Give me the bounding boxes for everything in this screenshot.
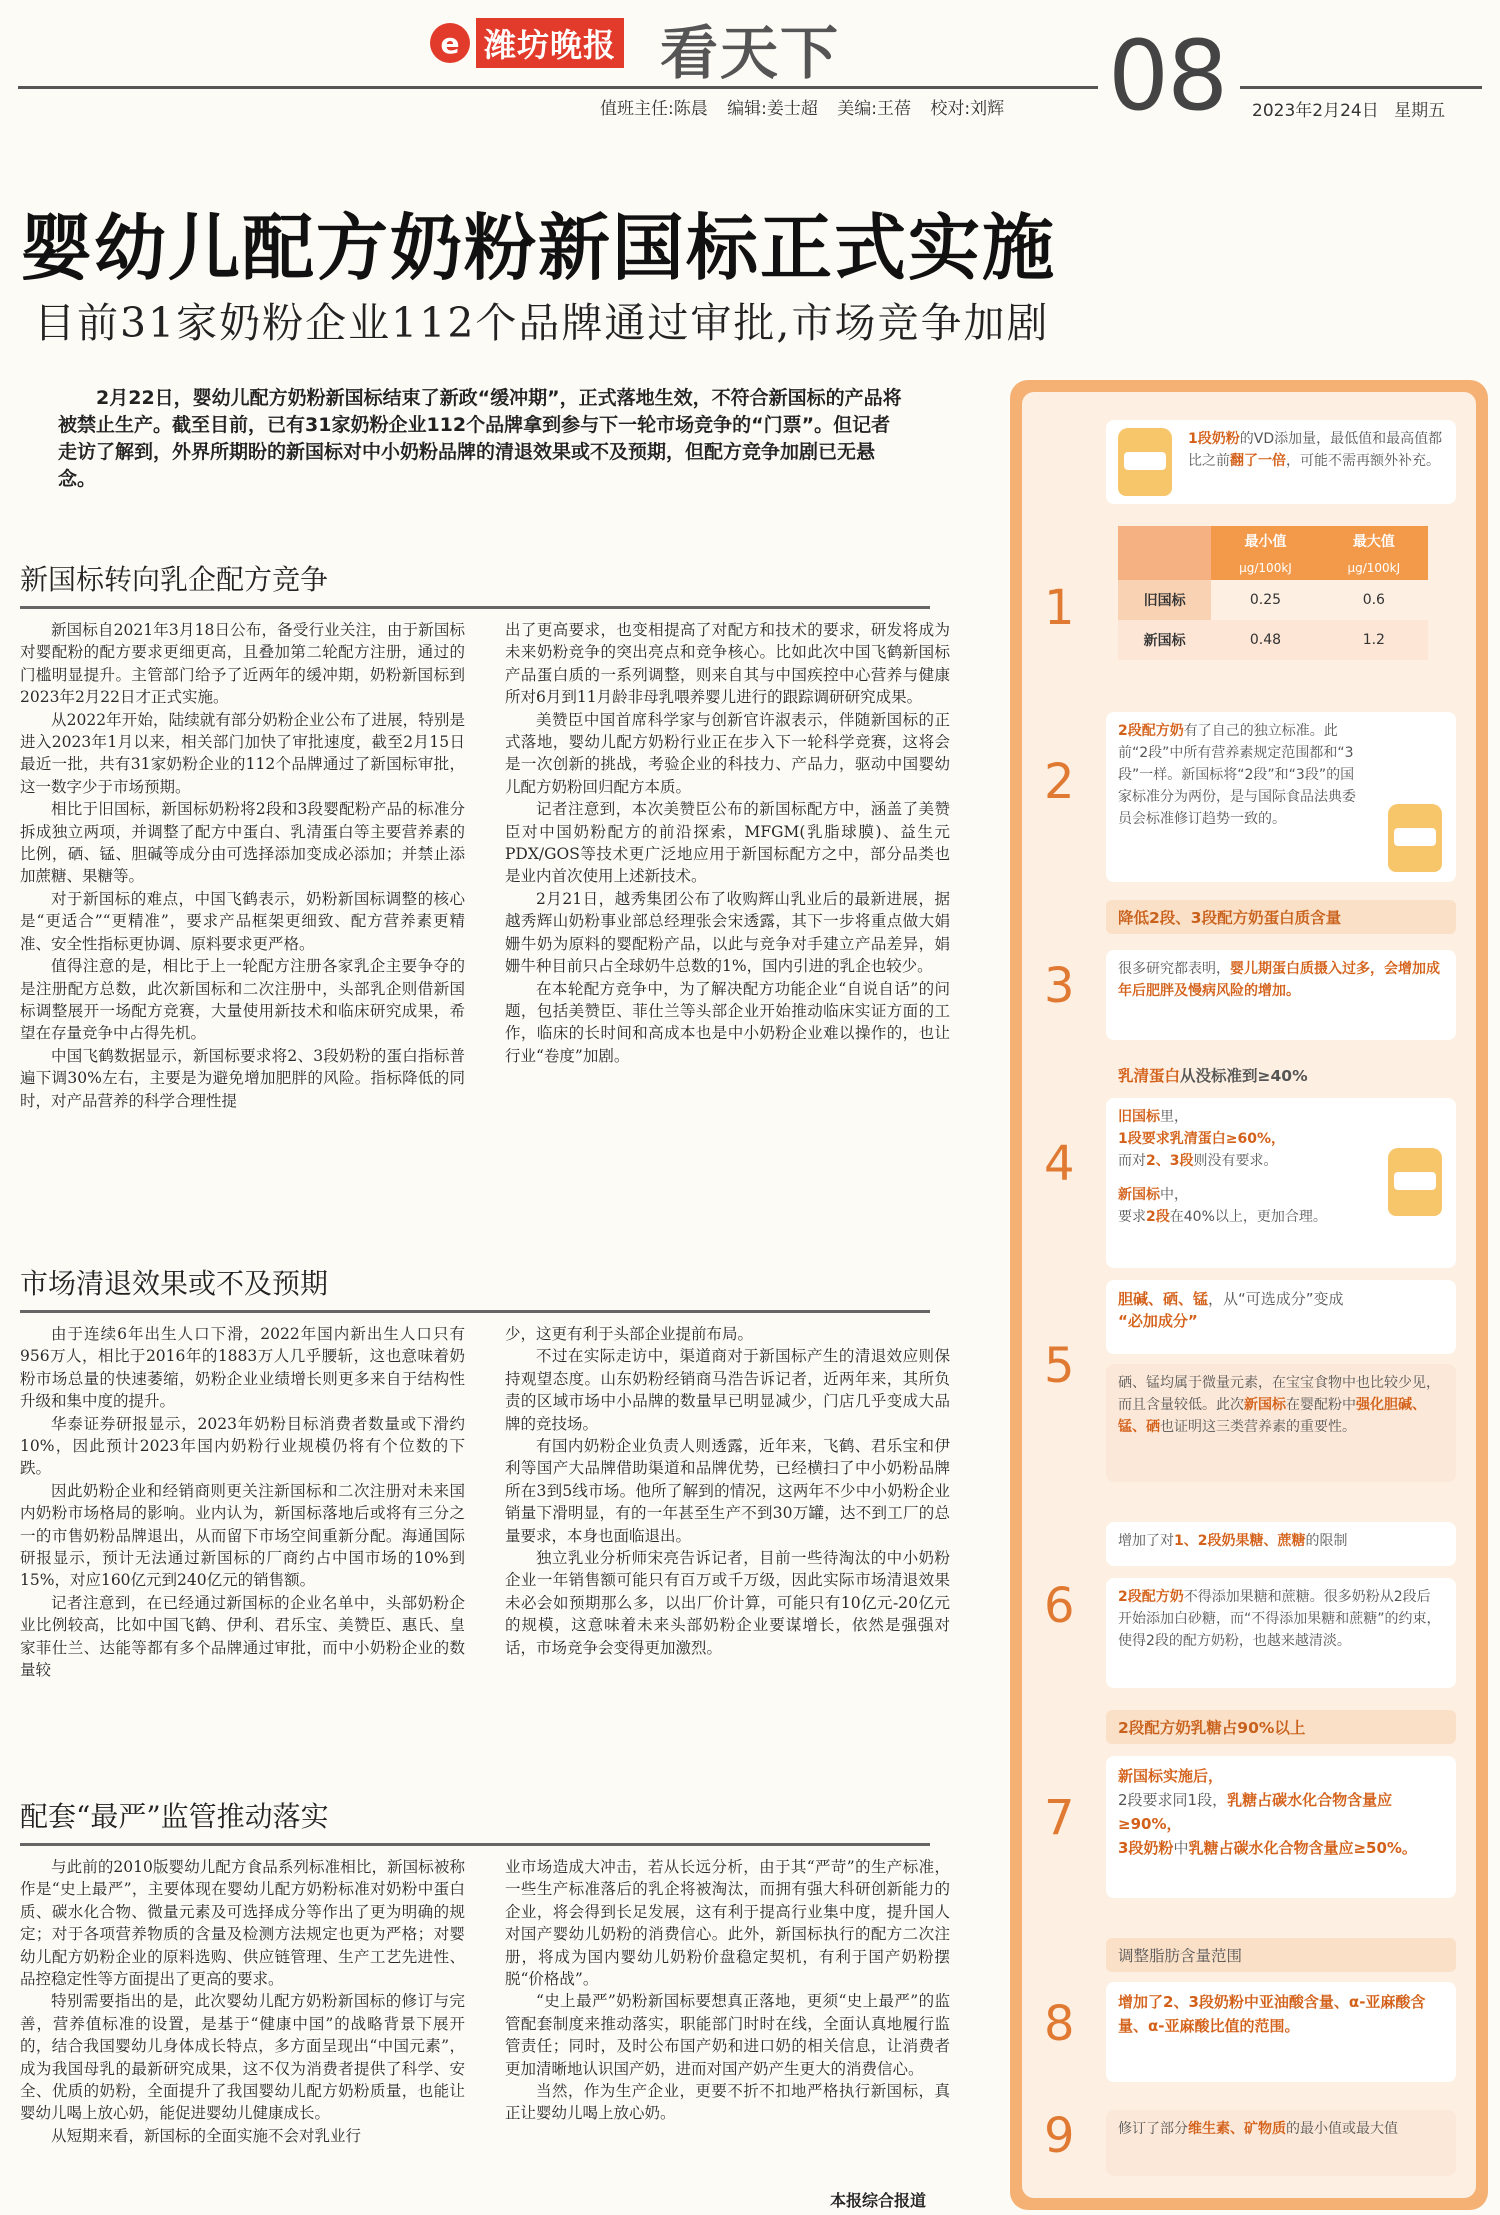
step-number: 7 [1044, 1790, 1075, 1846]
article-section-1 [20, 558, 950, 1112]
step-number: 3 [1044, 958, 1075, 1014]
highlight: 胆碱、硒、锰 [1118, 1290, 1209, 1308]
highlight: 翻了一倍 [1230, 453, 1286, 469]
section-rule [20, 606, 930, 609]
formula-can-icon [1388, 1148, 1442, 1216]
highlight: 要求乳清蛋白≥60%， [1141, 1131, 1285, 1147]
cell: 0.25 [1249, 592, 1282, 608]
paragraph: 业市场造成大冲击，若从长远分析，由于其“严苛”的生产标准，一些生产标准落后的乳企将被淘汰，而拥有强大科研创新能力的企业，将会得到长足发展，这有利于提高行业集中度，提升国人对国产婴幼儿奶粉的消费信心。此外，新国标执行的配方二次注册，将成为国内婴幼儿奶粉价盘稳定契机，有利于国产奶粉摆脱“价格战”。 [505, 1858, 950, 1989]
formula-can-icon [1388, 804, 1442, 872]
text-column-left [20, 619, 465, 1112]
row-label: 旧国标 [1118, 580, 1211, 620]
info-card [1106, 1578, 1456, 1688]
paragraph: 与此前的2010版婴幼儿配方食品系列标准相比，新国标被称作是“史上最严”，主要体现在婴幼儿配方奶粉标准对奶粉中蛋白质、碳水化合物、微量元素及可选择成分等作出了更为明确的规定；对于各项营养物质的含量及检测方法规定也更为严格；对婴幼儿配方奶粉企业的原料选购、供应链管理、生产工艺先进性、品控稳定性等方面提出了更高的要求。 [20, 1858, 465, 1989]
text: 增加了对 [1118, 1533, 1174, 1549]
paragraph: “史上最严”奶粉新国标要想真正落地，更须“史上最严”的监管配套制度来推动落实，职能部门时时在线，全面认真地履行监管责任；同时，及时公布国产奶和进口奶的相关信息，让消费者更加清晰地认识国产奶，进而对国产奶产生更大的消费信心。 [505, 1992, 950, 2078]
text: 不得添加果糖和蔗糖。很多奶粉从2段后开始添加白砂糖，而“不得添加果糖和蔗糖”的约束，使得2段的配方奶粉，也越来越清淡。 [1118, 1589, 1441, 1649]
section-title: 新国标转向乳企配方竞争 [20, 563, 329, 596]
step-number: 9 [1044, 2108, 1075, 2164]
info-pill: 降低2段、3段配方奶蛋白质含量 [1106, 900, 1456, 934]
highlight: 新国标 [1244, 1397, 1286, 1413]
highlight: 亚油酸含量、α-亚麻酸含量、α-亚麻酸比值的范围。 [1118, 1993, 1426, 2035]
text: 2段要求同1段， [1118, 1791, 1228, 1809]
text: 修订了部分 [1118, 2121, 1188, 2137]
paragraph: 少，这更有利于头部企业提前布局。 [505, 1325, 754, 1343]
highlight: 新国标实施后， [1118, 1767, 1224, 1785]
paragraph: 有国内奶粉企业负责人则透露，近年来，飞鹤、君乐宝和伊利等国产大品牌借助渠道和品牌优势，已经横扫了中小奶粉品牌所在3到5线市场。他所了解到的情况，这两年不少中小奶粉企业销量下滑明显，有的一年甚至生产不到30万罐，达不到工厂的总量要求，本身也面临退出。 [505, 1437, 950, 1545]
infographic [1010, 380, 1488, 2210]
paragraph: 从短期来看，新国标的全面实施不会对乳业行 [51, 2126, 362, 2145]
paragraph: 相比于旧国标，新国标奶粉将2段和3段婴配粉产品的标准分拆成独立两项，并调整了配方中蛋白、乳清蛋白等主要营养素的比例，硒、锰、胆碱等成分由可选择添加变成必添加；并禁止添加蔗糖、果糖等。 [20, 800, 465, 886]
text-column-right [505, 1856, 950, 2147]
highlight: 乳清蛋白 [1118, 1067, 1181, 1085]
byline: 本报综合报道 [830, 2191, 927, 2210]
paragraph: 独立乳业分析师宋亮告诉记者，目前一些待淘汰的中小奶粉企业一年销售额可能只有百万或千万级，因此实际市场清退效果未必会如预期那么多，以出厂价计算，可能只有10亿元-20亿元的规模，这意味着未来头部奶粉企业要谋增长，依然是强强对话，市场竞争会变得更加激烈。 [505, 1549, 950, 1657]
masthead-divider [18, 86, 1098, 89]
highlight: 旧国标 [1118, 1109, 1160, 1125]
logo-icon: e [430, 23, 470, 63]
text: 中 [1173, 1839, 1189, 1857]
paragraph: 值得注意的是，相比于上一轮配方注册各家乳企主要争夺的是注册配方总数，此次新国标和二次注册中，头部乳企则借新国标调整展开一场配方竞赛，大量使用新技术和临床研究成果，希望在存量竞争中占得先机。 [20, 957, 465, 1043]
text-column-right [505, 1323, 950, 1682]
highlight: 增加了 [1118, 1993, 1164, 2011]
text: 的VD添加量，最低值和最高值都比之前 [1188, 431, 1443, 469]
text: 要求 [1118, 1209, 1146, 1225]
col-header: 最小值 [1211, 526, 1319, 556]
info-card [1106, 1364, 1456, 1482]
text: 也证明这三类营养素的重要性。 [1160, 1419, 1356, 1435]
text: 从没标准到≥40% [1180, 1067, 1308, 1085]
info-pill: 2段配方奶乳糖占90%以上 [1106, 1710, 1456, 1744]
step-number: 6 [1044, 1578, 1075, 1634]
step-number: 2 [1044, 754, 1075, 810]
editor-credits: 值班主任:陈晨 编辑:姜士超 美编:王蓓 校对:刘辉 [600, 99, 1005, 119]
page-number: 08 [1108, 20, 1227, 132]
highlight: 2、3段奶粉中 [1163, 1993, 1259, 2011]
paragraph: 对于新国标的难点，中国飞鹤表示，奶粉新国标调整的核心是“更适合”“更精准”，要求产品框架更细致、配方营养素更精准、安全性指标更协调、原料要求更严格。 [20, 889, 465, 953]
info-card [1106, 420, 1456, 504]
article-section-2 [20, 1262, 950, 1682]
headline: 婴幼儿配方奶粉新国标正式实施 [20, 206, 1057, 290]
info-pill [1106, 1058, 1456, 1092]
subheadline: 目前31家奶粉企业112个品牌通过审批,市场竞争加剧 [34, 299, 1050, 347]
masthead [0, 0, 1500, 132]
paragraph: 2月21日，越秀集团公布了收购辉山乳业后的最新进展，据越秀辉山奶粉事业部总经理张会宋透露，其下一步将重点做大娟姗牛奶为原料的婴配粉产品，以此与竞争对手建立产品差异，娟姗牛种目前只占全球奶牛总数的1%，国内引进的乳企也较少。 [505, 889, 950, 976]
step-number: 5 [1044, 1338, 1075, 1394]
info-card [1106, 1280, 1456, 1354]
highlight: 2、3段 [1146, 1153, 1194, 1169]
highlight: “必加成分” [1118, 1312, 1198, 1330]
paragraph: 中国飞鹤数据显示，新国标要求将2、3段奶粉的蛋白指标普遍下调30%左右，主要是为避免增加肥胖的风险。指标降低的同时，对产品营养的科学合理性提 [20, 1046, 465, 1110]
cell: 0.48 [1211, 620, 1319, 660]
newspaper-logo [430, 18, 624, 68]
paragraph: 当然，作为生产企业，更要不折不扣地严格执行新国标，真正让婴幼儿喝上放心奶。 [505, 2082, 950, 2123]
paragraph: 新国标自2021年3月18日公布，备受行业关注，由于新国标对婴配粉的配方要求更细更高，且叠加第二轮配方注册，通过的门槛明显提升。主管部门给予了近两年的缓冲期，奶粉新国标到2023年2月22日才正式实施。 [20, 621, 465, 707]
text-column-left [20, 1856, 465, 2147]
lead-paragraph: 2月22日，婴幼儿配方奶粉新国标结束了新政“缓冲期”，正式落地生效，不符合新国标的产品将被禁止生产。截至目前，已有31家奶粉企业112个品牌拿到参与下一轮市场竞争的“门票”。但记者走访了解到，外界所期盼的新国标对中小奶粉品牌的清退效果或不及预期，但配方竞争加剧已无悬念。 [58, 387, 902, 490]
text: 的限制 [1305, 1533, 1348, 1549]
text: ，从“可选成分”变成 [1208, 1290, 1344, 1308]
issue-date: 2023年2月24日 星期五 [1252, 101, 1446, 121]
paragraph: 不过在实际走访中，渠道商对于新国标产生的清退效应则保持观望态度。山东奶粉经销商马浩告诉记者，近两年来，其所负责的区域市场中小品牌的数量早已明显减少，门店几乎变成大品牌的竞技场。 [505, 1347, 950, 1433]
info-card [1106, 950, 1456, 1040]
paragraph: 从2022年开始，陆续就有部分奶粉企业公布了进展，特别是进入2023年1月以来，相关部门加快了审批速度，截至2月15日最近一批，共有31家奶粉企业的112个品牌通过了新国标审批，这一数字少于市场预期。 [20, 710, 465, 796]
section-rule [20, 1843, 930, 1846]
paragraph: 出了更高要求，也变相提高了对配方和技术的要求，研发将成为未来奶粉竞争的突出亮点和竞争核心。比如此次中国飞鹤新国标产品蛋白质的一系列调整，则来自其与中国疾控中心营养与健康所对6月到11月龄非母乳喂养婴儿进行的跟踪调研研究成果。 [505, 621, 950, 707]
highlight: 乳糖占碳水化合物含量应≥90%， [1118, 1791, 1393, 1833]
paragraph: 特别需要指出的是，此次婴幼儿配方奶粉新国标的修订与完善，营养值标准的设置，是基于“健康中国”的战略背景下展开的，结合我国婴幼儿身体成长特点，多方面呈现出“中国元素”，成为我国母乳的最新研究成果，这不仅为消费者提供了科学、安全、优质的奶粉，全面提升了我国婴幼儿配方奶粉质量，也能让婴幼儿喝上放心奶，能促进婴幼儿健康成长。 [20, 1992, 465, 2123]
text: 在40%以上，更加合理。 [1169, 1209, 1327, 1225]
highlight: 强化胆碱、锰、硒 [1118, 1397, 1426, 1435]
paragraph: 华泰证券研报显示，2023年奶粉目标消费者数量或下滑约10%，因此预计2023年国内奶粉行业规模仍将有个位数的下跌。 [20, 1414, 465, 1478]
text: 的最小值或最大值 [1286, 2121, 1398, 2137]
row-label: 新国标 [1118, 620, 1211, 660]
highlight: 维生素、矿物质 [1188, 2121, 1286, 2137]
highlight: 3段奶粉 [1118, 1839, 1174, 1857]
info-pill: 调整脂肪含量范围 [1106, 1938, 1456, 1972]
paragraph: 美赞臣中国首席科学家与创新官许淑表示，伴随新国标的正式落地，婴幼儿配方奶粉行业正在步入下一轮科学竞赛，这将会是一次创新的挑战，考验企业的科技力、产品力，驱动中国婴幼儿配方奶粉回归配方本质。 [505, 710, 950, 796]
section-title: 配套“最严”监管推动落实 [20, 1800, 329, 1833]
info-card [1106, 1756, 1456, 1898]
highlight: 2段配方奶 [1118, 1589, 1184, 1605]
info-card: 旧国标里， 1段要求乳清蛋白≥60%， 而对2、3段则没有要求。 新国标中， 要求2段在40%以上，更加合理。 [1106, 1098, 1456, 1268]
cell: 0.6 [1362, 592, 1385, 608]
text: 有了自己的独立标准。此前“2段”中所有营养素规定范围都和“3段”一样。新国标将“2段”和“3段”的国家标准分为两份，是与国际食品法典委员会标准修订趋势一致的。 [1118, 723, 1356, 827]
info-card [1106, 1982, 1456, 2082]
highlight: 1、2段奶果糖、蔗糖 [1174, 1533, 1306, 1549]
paragraph: 记者注意到，本次美赞臣公布的新国标配方中，涵盖了美赞臣对中国奶粉配方的前沿探索，MFGM(乳脂球膜)、益生元PDX/GOS等技术更广泛地应用于新国标配方之中，部分品类也是业内首次使用上述新技术。 [505, 800, 950, 886]
article-section-3 [20, 1795, 950, 2147]
vd-table [1118, 526, 1428, 660]
cell: 1.2 [1320, 620, 1428, 660]
text: 硒、锰均属于微量元素，在宝宝食物中也比较少见，而且含量较低。此次 [1118, 1375, 1440, 1413]
step-number: 1 [1044, 580, 1075, 636]
text: 很多研究都表明， [1118, 961, 1230, 977]
unit: μg/100kJ [1320, 556, 1428, 580]
text: 而对 [1118, 1153, 1146, 1169]
step-number: 4 [1044, 1136, 1075, 1192]
unit: μg/100kJ [1211, 556, 1319, 580]
section-name: 看天下 [660, 19, 841, 87]
highlight: 1段 [1118, 1131, 1142, 1147]
highlight: 婴儿期蛋白质摄入过多，会增加成年后肥胖及慢病风险的增加。 [1118, 961, 1440, 999]
highlight: 2段配方奶 [1118, 723, 1184, 739]
formula-can-icon [1118, 428, 1172, 496]
highlight: 新国标 [1118, 1187, 1160, 1203]
text: ，可能不需再额外补充。 [1286, 453, 1440, 469]
infographic-panel [1022, 392, 1476, 2198]
info-card [1106, 712, 1456, 882]
highlight: 1段奶粉 [1188, 431, 1240, 447]
col-header: 最大值 [1320, 526, 1428, 556]
masthead-divider-right [1240, 86, 1482, 89]
paragraph: 由于连续6年出生人口下滑，2022年国内新出生人口只有956万人，相比于2016年的1883万人几乎腰斩，这也意味着奶粉市场总量的快速萎缩，奶粉企业业绩增长则更多来自于结构性升级和集中度的提升。 [20, 1325, 465, 1411]
info-card [1106, 1522, 1456, 1566]
section-title: 市场清退效果或不及预期 [20, 1267, 329, 1300]
highlight: 2段 [1146, 1209, 1170, 1225]
paragraph: 记者注意到，在已经通过新国标的企业名单中，头部奶粉企业比例较高，比如中国飞鹤、伊利、君乐宝、美赞臣、惠氏、皇家菲仕兰、达能等都有多个品牌通过审批，而中小奶粉企业的数量较 [20, 1593, 465, 1680]
section-rule [20, 1310, 930, 1313]
highlight: 乳糖占碳水化合物含量应≥50%。 [1188, 1839, 1417, 1857]
paragraph: 在本轮配方竞争中，为了解决配方功能企业“自说自话”的问题，包括美赞臣、菲仕兰等头部企业开始推动临床实证方面的工作，临床的长时间和高成本也是中小奶粉企业难以操作的，也让行业“卷度”加剧。 [505, 979, 950, 1065]
text: 在婴配粉中 [1286, 1397, 1356, 1413]
paragraph: 因此奶粉企业和经销商则更关注新国标和二次注册对未来国内奶粉市场格局的影响。业内认为，新国标落地后或将有三分之一的市售奶粉品牌退出，从而留下市场空间重新分配。海通国际研报显示，预计无法通过新国标的厂商约占中国市场的10%到15%，对应160亿元到240亿元的销售额。 [20, 1481, 465, 1590]
paper-name: 潍坊晚报 [476, 18, 624, 68]
step-number: 8 [1044, 1996, 1075, 2052]
text: 则没有要求。 [1193, 1153, 1278, 1169]
text-column-left [20, 1323, 465, 1682]
info-card [1106, 2110, 1456, 2176]
text-column-right [505, 619, 950, 1112]
